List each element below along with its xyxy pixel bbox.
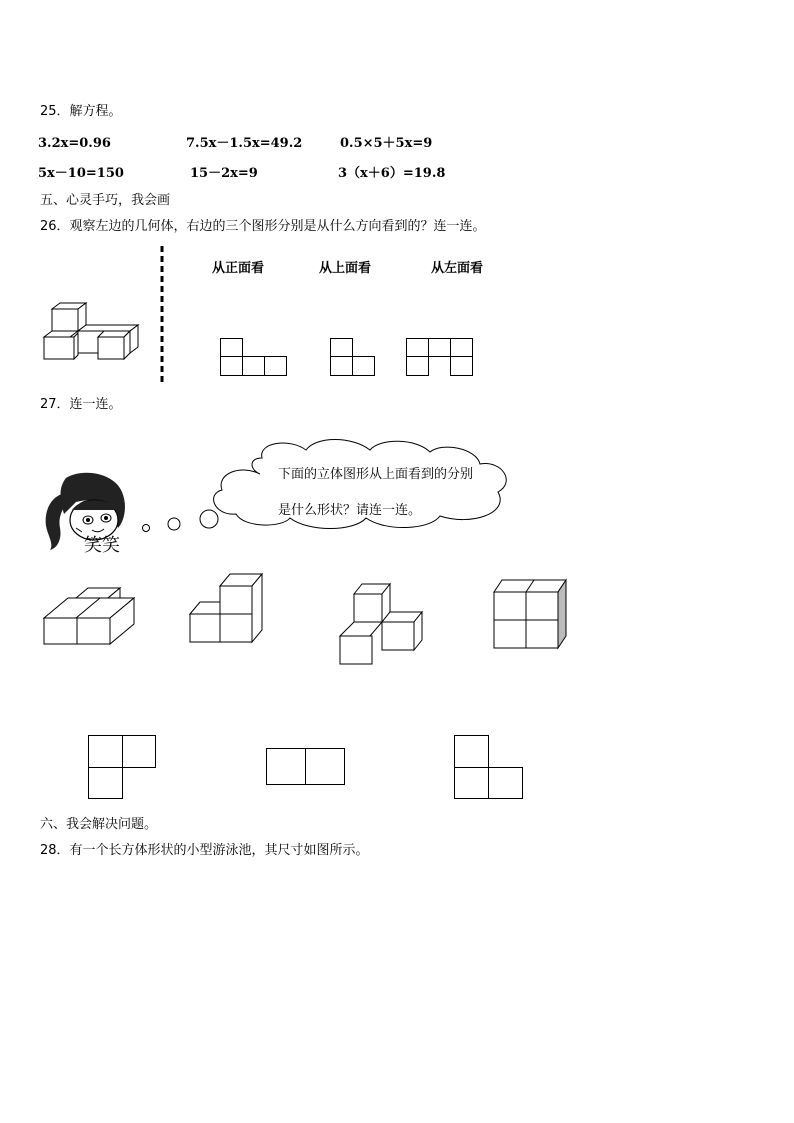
equation-4: 5x－10=150	[38, 166, 124, 181]
q27-title: 27．连一连。	[40, 397, 122, 412]
q27-solid-4[interactable]	[490, 578, 570, 653]
bubble-text-line-1: 下面的立体图形从上面看到的分别	[278, 467, 474, 482]
q25-title: 25．解方程。	[40, 104, 122, 119]
thought-bubble	[140, 434, 510, 554]
q26-solid-figure	[42, 303, 142, 363]
section6-title: 六、我会解决问题。	[40, 817, 158, 832]
q27-solid-2[interactable]	[186, 570, 266, 645]
equation-5: 15－2x=9	[190, 166, 258, 181]
equation-3: 0.5×5＋5x=9	[340, 136, 433, 151]
section5-title: 五、心灵手巧，我会画	[40, 193, 171, 208]
label-front-view: 从正面看	[212, 261, 265, 276]
equation-2: 7.5x－1.5x=49.2	[186, 136, 303, 151]
character-name-label: 笑笑	[84, 535, 120, 556]
q26-title: 26．观察左边的几何体，右边的三个图形分别是从什么方向看到的？连一连。	[40, 219, 486, 234]
divider-line	[160, 246, 164, 386]
equation-1: 3.2x=0.96	[38, 136, 111, 151]
q28-title: 28．有一个长方体形状的小型游泳池，其尺寸如图所示。	[40, 843, 369, 858]
bubble-text-line-2: 是什么形状？请连一连。	[278, 503, 422, 518]
q27-solid-3[interactable]	[338, 578, 428, 668]
equation-6: 3（x＋6）=19.8	[338, 166, 446, 181]
label-top-view: 从上面看	[319, 261, 372, 276]
q27-solid-1[interactable]	[40, 586, 140, 651]
label-left-view: 从左面看	[431, 261, 484, 276]
